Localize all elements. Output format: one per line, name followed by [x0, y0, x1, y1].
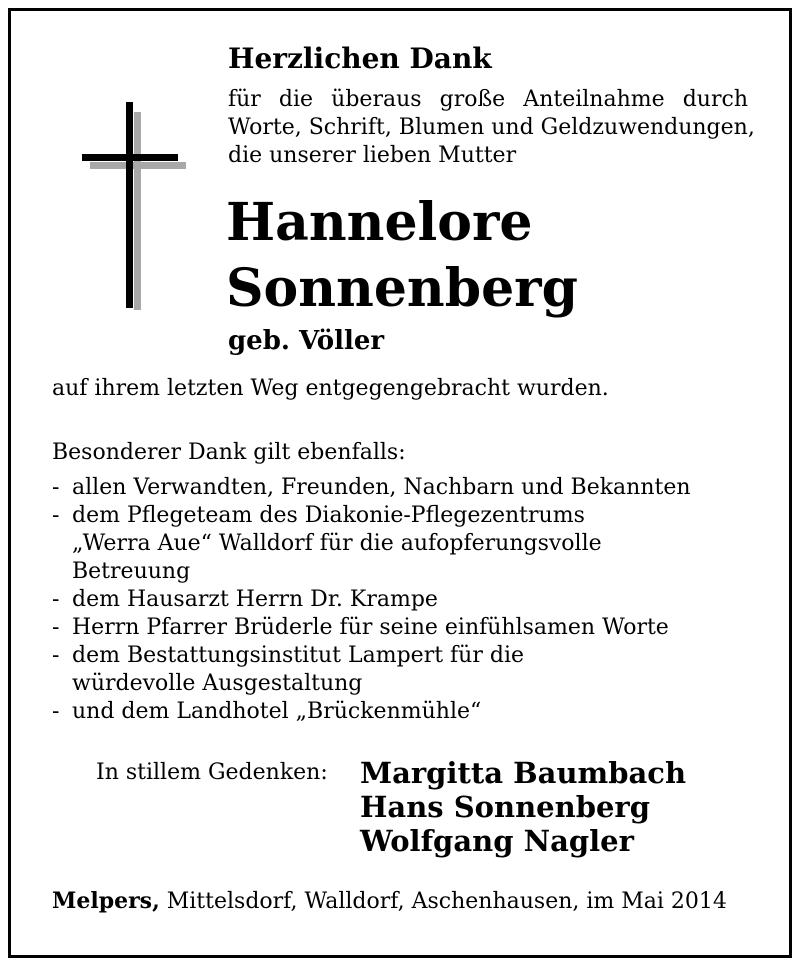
final-way-text: auf ihrem letzten Weg entgegengebracht wurden.: [52, 376, 609, 401]
list-item-line: Herrn Pfarrer Brüderle für seine einfühlsamen Worte: [72, 615, 669, 640]
memory-label: In stillem Gedenken:: [96, 760, 328, 785]
cross-icon: [80, 102, 190, 312]
mourner-name: Hans Sonnenberg: [360, 790, 650, 824]
mourner-name: Wolfgang Nagler: [360, 824, 634, 858]
list-item-line: dem Bestattungsinstitut Lampert für die: [72, 643, 524, 668]
list-marker: -: [52, 587, 60, 612]
list-item-line: und dem Landhotel „Brückenmühle“: [72, 699, 482, 724]
list-item: [52, 614, 691, 642]
list-marker: -: [52, 699, 60, 724]
list-marker: -: [52, 503, 60, 528]
intro-line: die unserer lieben Mutter: [228, 143, 517, 168]
list-item: [52, 502, 691, 586]
thanks-list: [52, 474, 691, 726]
mourners: [360, 756, 686, 858]
list-marker: -: [52, 475, 60, 500]
first-name: Hannelore: [226, 192, 533, 253]
last-name: Sonnenberg: [226, 258, 578, 319]
list-item-line: dem Hausarzt Herrn Dr. Krampe: [72, 587, 438, 612]
footer-places-rest: Mittelsdorf, Walldorf, Aschenhausen, im Mai 2014: [166, 889, 727, 914]
list-item-line: dem Pflegeteam des Diakonie-Pflegezentrums: [72, 503, 585, 528]
list-item-line: „Werra Aue“ Walldorf für die aufopferungsvolle: [72, 531, 602, 556]
list-item: [52, 642, 691, 698]
intro-line: für die überaus große Anteilnahme durch: [228, 87, 748, 112]
list-item-line: Betreuung: [72, 559, 191, 584]
heading: Herzlichen Dank: [228, 42, 492, 75]
list-item-line: allen Verwandten, Freunden, Nachbarn und Bekannten: [72, 475, 691, 500]
deceased-name: [226, 190, 578, 322]
maiden-name: geb. Völler: [228, 326, 385, 356]
special-thanks-intro: Besonderer Dank gilt ebenfalls:: [52, 440, 406, 465]
list-marker: -: [52, 643, 60, 668]
list-item-line: würdevolle Ausgestaltung: [72, 671, 363, 696]
footer-place-main: Melpers,: [52, 888, 160, 914]
mourner-name: Margitta Baumbach: [360, 756, 687, 790]
intro-text: [228, 86, 755, 170]
list-item: [52, 474, 691, 502]
list-marker: -: [52, 615, 60, 640]
footer-places: [52, 888, 727, 914]
list-item: [52, 698, 691, 726]
intro-line: Worte, Schrift, Blumen und Geldzuwendungen,: [228, 115, 755, 140]
list-item: [52, 586, 691, 614]
